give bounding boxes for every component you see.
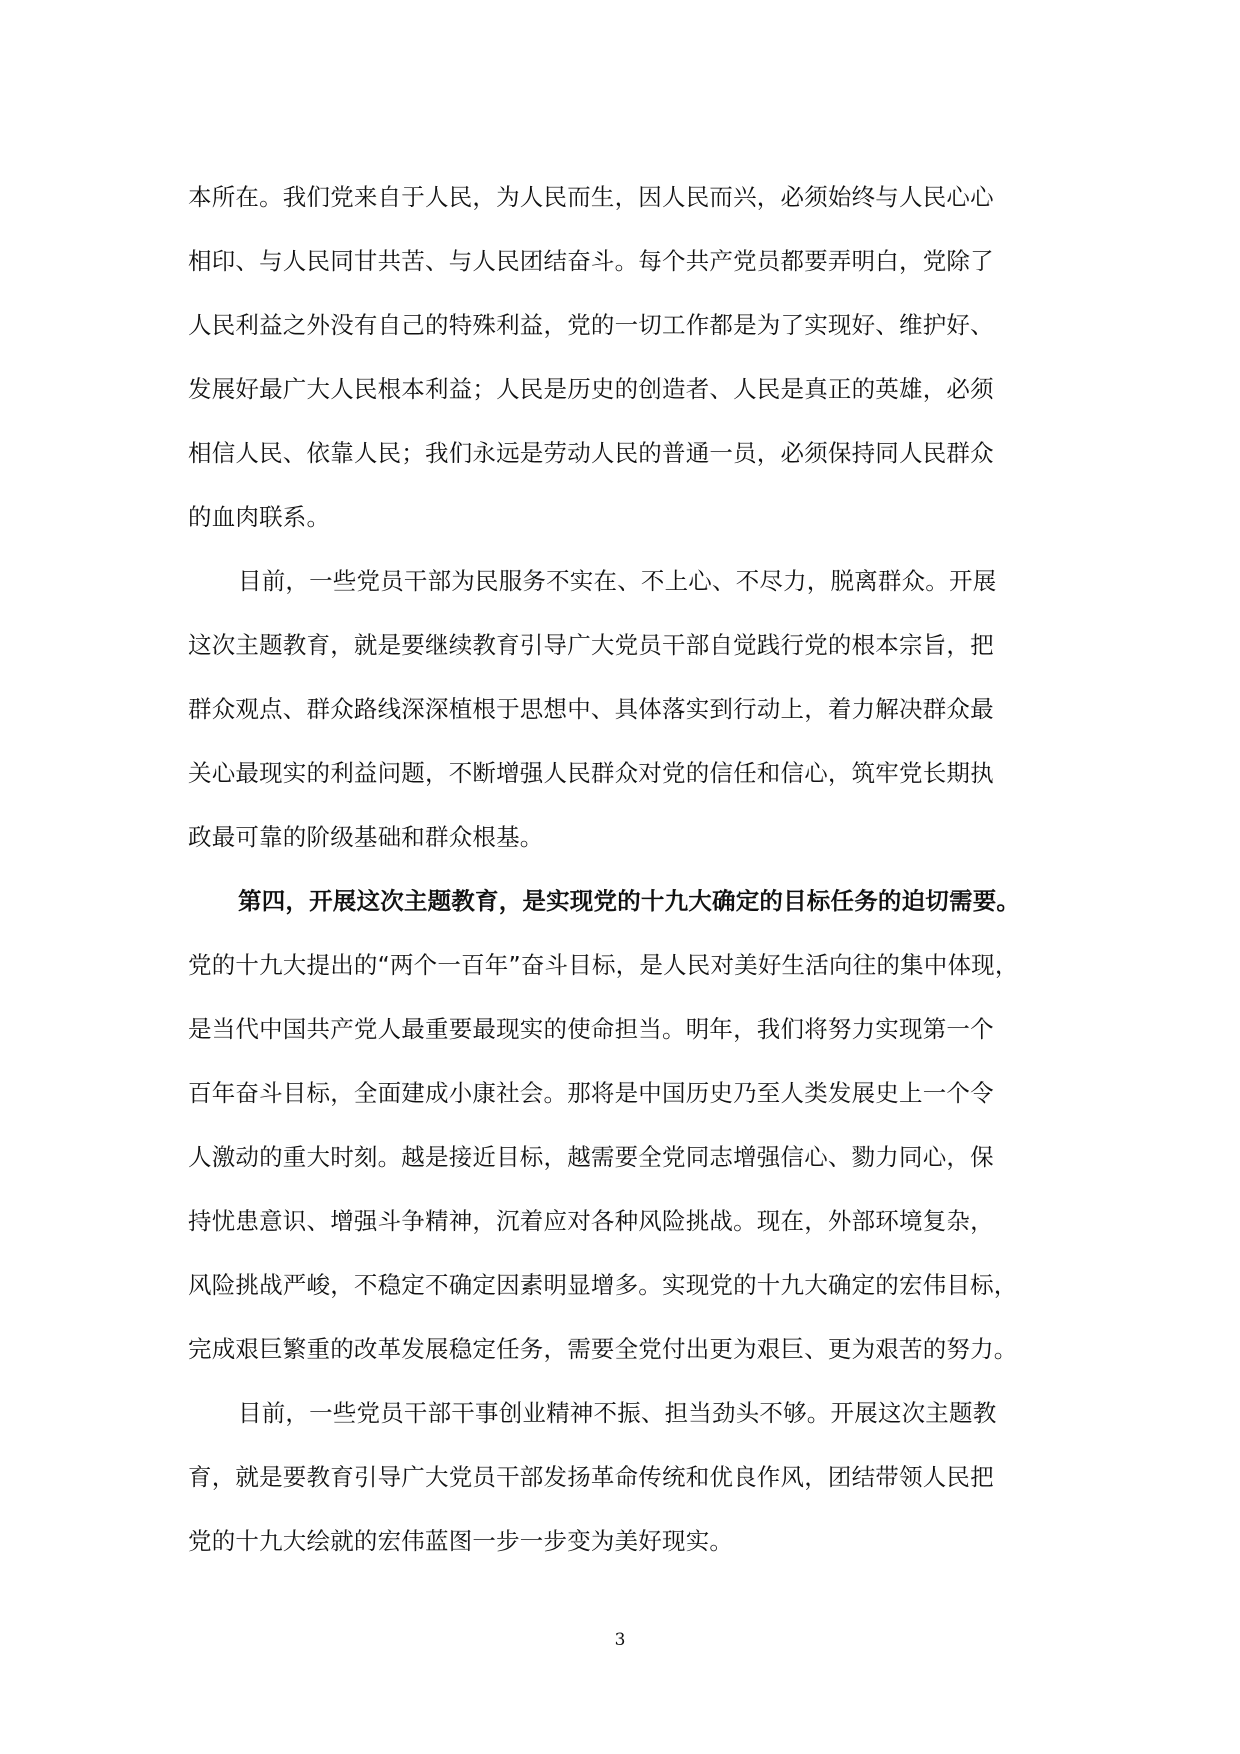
paragraph-first-line: 目前，一些党员干部为民服务不实在、不上心、不尽力，脱离群众。开展	[238, 567, 997, 595]
paragraph-first-line: 目前，一些党员干部干事创业精神不振、担当劲头不够。开展这次主题教	[238, 1399, 997, 1427]
text-line: 人民利益之外没有自己的特殊利益，党的一切工作都是为了实现好、维护好、	[188, 311, 994, 339]
text-line: 政最可靠的阶级基础和群众根基。	[188, 823, 544, 851]
text-line: 相印、与人民同甘共苦、与人民团结奋斗。每个共产党员都要弄明白，党除了	[188, 247, 994, 275]
text-line: 百年奋斗目标，全面建成小康社会。那将是中国历史乃至人类发展史上一个令	[188, 1079, 994, 1107]
text-line: 本所在。我们党来自于人民，为人民而生，因人民而兴，必须始终与人民心心	[188, 183, 994, 211]
section-heading: 第四，开展这次主题教育，是实现党的十九大确定的目标任务的迫切需要。	[238, 887, 1021, 915]
text-line: 关心最现实的利益问题，不断增强人民群众对党的信任和信心，筑牢党长期执	[188, 759, 994, 787]
page-number: 3	[614, 1630, 626, 1650]
text-line: 党的十九大绘就的宏伟蓝图一步一步变为美好现实。	[188, 1527, 734, 1555]
text-line: 党的十九大提出的“两个一百年”奋斗目标，是人民对美好生活向往的集中体现，	[188, 951, 1019, 979]
text-line: 发展好最广大人民根本利益；人民是历史的创造者、人民是真正的英雄，必须	[188, 375, 994, 403]
text-line: 相信人民、依靠人民；我们永远是劳动人民的普通一员，必须保持同人民群众	[188, 439, 994, 467]
text-line: 的血肉联系。	[188, 503, 331, 531]
text-line: 是当代中国共产党人最重要最现实的使命担当。明年，我们将努力实现第一个	[188, 1015, 994, 1043]
text-line: 持忧患意识、增强斗争精神，沉着应对各种风险挑战。现在，外部环境复杂，	[188, 1207, 994, 1235]
text-line: 风险挑战严峻，不稳定不确定因素明显增多。实现党的十九大确定的宏伟目标，	[188, 1271, 1018, 1299]
text-line: 完成艰巨繁重的改革发展稳定任务，需要全党付出更为艰巨、更为艰苦的努力。	[188, 1335, 1018, 1363]
text-line: 群众观点、群众路线深深植根于思想中、具体落实到行动上，着力解决群众最	[188, 695, 994, 723]
text-line: 育，就是要教育引导广大党员干部发扬革命传统和优良作风，团结带领人民把	[188, 1463, 994, 1491]
body-text	[188, 165, 1068, 1573]
text-line: 人激动的重大时刻。越是接近目标，越需要全党同志增强信心、勠力同心，保	[188, 1143, 994, 1171]
text-line: 这次主题教育，就是要继续教育引导广大党员干部自觉践行党的根本宗旨，把	[188, 631, 994, 659]
